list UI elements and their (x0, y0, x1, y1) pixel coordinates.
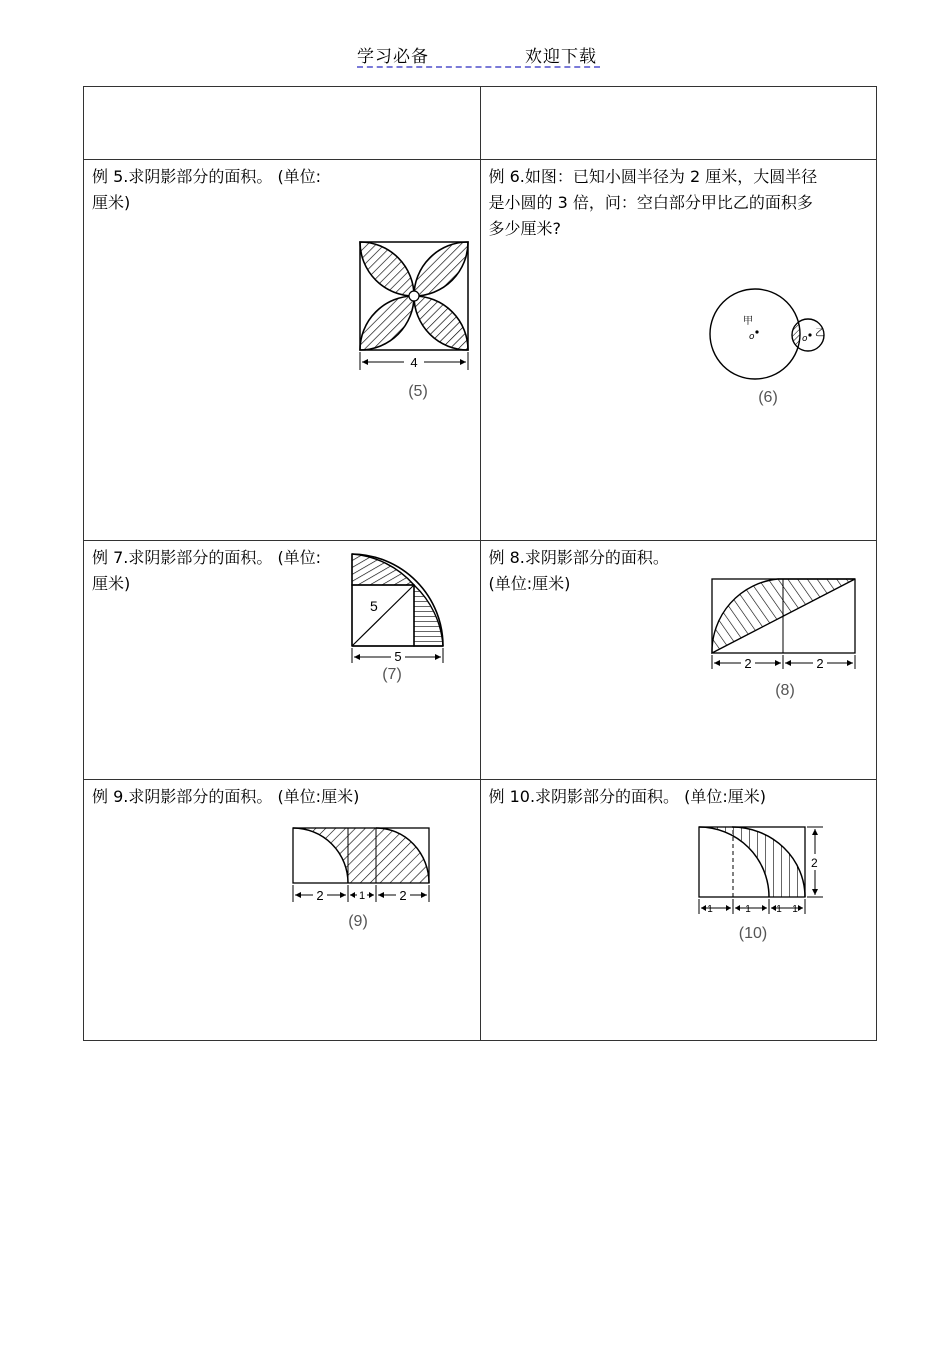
label-o-small: o (801, 334, 808, 344)
shaded-region (699, 827, 805, 897)
empty-cell-right (480, 87, 877, 160)
figure-9-dim-2: 1 (358, 890, 366, 902)
example-5-line2: 厘米) (92, 193, 131, 212)
example-10-line1: 例 10.求阴影部分的面积。 (单位:厘米) (488, 787, 766, 806)
figure-8-dim-2: 2 (815, 656, 824, 671)
figure-5-caption: (5) (408, 383, 428, 400)
example-5-text (92, 164, 321, 216)
right-shaded-region (414, 585, 443, 646)
empty-cell-left (84, 87, 481, 160)
figure-10-dim-c: 1 (775, 904, 782, 915)
example-10-cell (480, 780, 877, 1041)
figure-9-dim-3: 2 (399, 888, 407, 903)
example-6-line1: 例 6.如图：已知小圆半径为 2 厘米，大圆半径 (488, 167, 818, 186)
example-5-cell (84, 160, 481, 541)
example-5-line1: 例 5.求阴影部分的面积。 (单位: (92, 167, 322, 186)
example-8-line1: 例 8.求阴影部分的面积。 (488, 548, 669, 567)
example-9-line1: 例 9.求阴影部分的面积。 (单位:厘米) (92, 787, 360, 806)
figure-5-dimension: 4 (410, 355, 418, 370)
figure-6 (703, 284, 833, 414)
figure-7-inner-label: 5 (370, 598, 378, 614)
top-shaded-region (352, 554, 414, 585)
table-row (84, 87, 877, 160)
figure-8-caption: (8) (774, 682, 795, 699)
shaded-right-region (376, 828, 429, 883)
label-jia: 甲 (742, 316, 753, 327)
figure-6-caption: (6) (757, 389, 778, 406)
example-7-text (92, 545, 321, 597)
label-o-big: o (748, 332, 755, 342)
figure-10 (693, 824, 843, 954)
example-8-cell (480, 541, 877, 780)
label-yi: 乙 (814, 328, 825, 339)
figure-5 (352, 234, 470, 404)
figure-9-dim-1: 2 (316, 888, 324, 903)
example-9-cell (84, 780, 481, 1041)
figure-10-dim-a: 1 (706, 904, 713, 915)
figure-9 (290, 824, 440, 944)
figure-10-caption: (10) (738, 925, 767, 942)
table-row (84, 780, 877, 1041)
examples-table (83, 86, 877, 1041)
figure-7-dimension: 5 (394, 649, 402, 664)
figure-8 (705, 573, 865, 703)
figure-10-dim-b: 1 (744, 904, 751, 915)
example-6-line3: 多少厘米? (488, 219, 561, 238)
shaded-left-region (293, 828, 376, 883)
figure-10-dim-vertical: 2 (810, 856, 818, 870)
example-9-text (92, 784, 359, 810)
example-7-line1: 例 7.求阴影部分的面积。 (单位: (92, 548, 322, 567)
header-left-text: 学习必备 (357, 47, 429, 67)
figure-10-dim-d: 1 (791, 904, 798, 915)
example-8-text (489, 545, 669, 597)
page-header (357, 40, 600, 68)
large-circle (710, 289, 800, 379)
example-6-text (489, 164, 818, 242)
example-10-text (489, 784, 767, 810)
figure-7 (344, 551, 454, 691)
figure-8-dim-1: 2 (743, 656, 752, 671)
header-right-text: 欢迎下载 (525, 47, 597, 67)
table-row (84, 541, 877, 780)
example-6-line2: 是小圆的 3 倍，问：空白部分甲比乙的面积多 (488, 193, 813, 212)
example-8-line2: (单位:厘米) (488, 574, 571, 593)
example-7-line2: 厘米) (92, 574, 131, 593)
figure-7-caption: (7) (382, 666, 402, 683)
figure-9-caption: (9) (348, 913, 368, 930)
table-row (84, 160, 877, 541)
example-6-cell (480, 160, 877, 541)
example-7-cell (84, 541, 481, 780)
